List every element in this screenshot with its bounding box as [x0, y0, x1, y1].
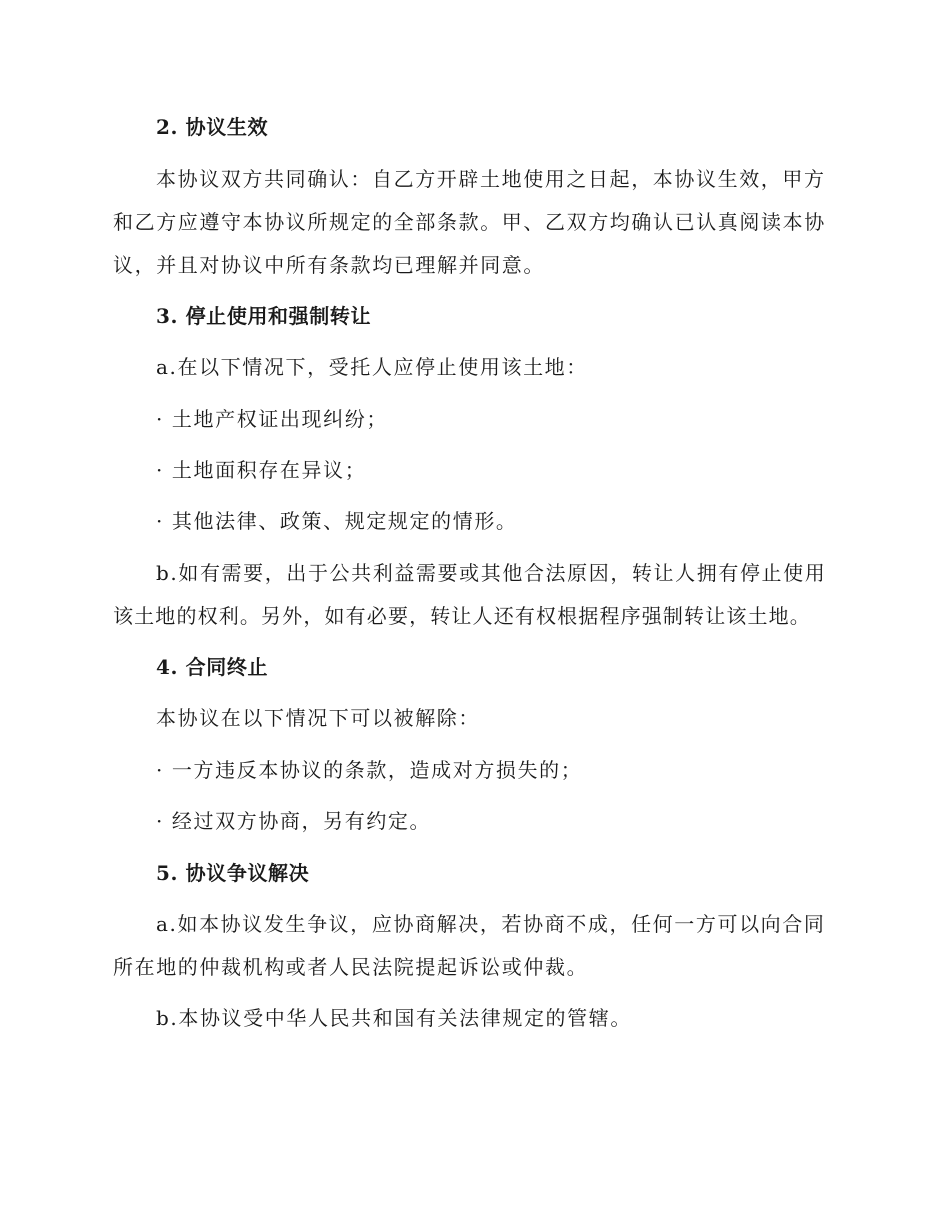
list-item: · 经过双方协商，另有约定。 — [156, 809, 432, 833]
paragraph-line: 议，并且对协议中所有条款均已理解并同意。 — [113, 253, 545, 277]
section-heading: 2. 协议生效 — [156, 115, 269, 139]
paragraph-line: b.如有需要，出于公共利益需要或其他合法原因，转让人拥有停止使用 — [156, 561, 827, 585]
paragraph-line: 和乙方应遵守本协议所规定的全部条款。甲、乙双方均确认已认真阅读本协 — [113, 210, 826, 234]
section-heading: 4. 合同终止 — [156, 655, 269, 679]
section-heading: 3. 停止使用和强制转让 — [156, 304, 372, 328]
paragraph-line: 本协议双方共同确认：自乙方开辟土地使用之日起，本协议生效，甲方 — [156, 167, 826, 191]
paragraph-line: 所在地的仲裁机构或者人民法院提起诉讼或仲裁。 — [113, 955, 589, 979]
list-item: · 其他法律、政策、规定规定的情形。 — [156, 509, 518, 533]
paragraph-line: a.在以下情况下，受托人应停止使用该土地： — [156, 355, 588, 379]
paragraph-line: 本协议在以下情况下可以被解除： — [156, 706, 480, 730]
section-heading: 5. 协议争议解决 — [156, 861, 310, 885]
list-item: · 土地面积存在异议； — [156, 458, 367, 482]
list-item: · 土地产权证出现纠纷； — [156, 407, 388, 431]
list-item: · 一方违反本协议的条款，造成对方损失的； — [156, 758, 583, 782]
paragraph-line: b.本协议受中华人民共和国有关法律规定的管辖。 — [156, 1006, 632, 1030]
paragraph-line: 该土地的权利。另外，如有必要，转让人还有权根据程序强制转让该土地。 — [113, 604, 811, 628]
paragraph-line: a.如本协议发生争议，应协商解决，若协商不成，任何一方可以向合同 — [156, 912, 826, 936]
